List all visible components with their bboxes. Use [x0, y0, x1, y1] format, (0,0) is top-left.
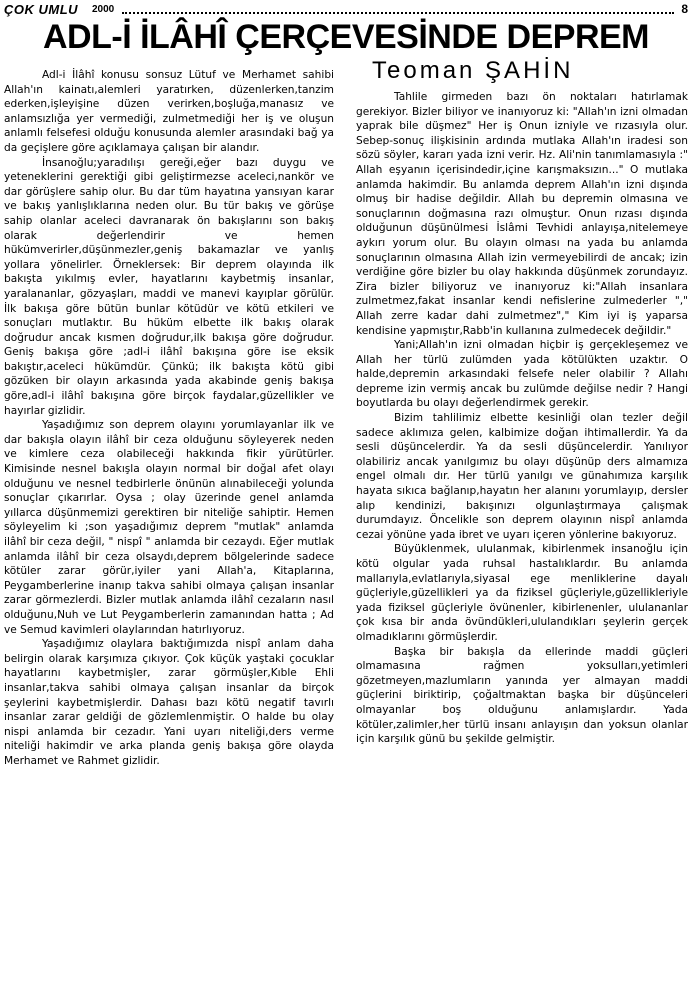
paragraph: Bizim tahlilimiz elbette kesinliği olan tezler değil sadece aklımıza gelen, kalbimize doğan ihtimallerdir. Ya da sesli düşüncelerdir. Ya da sesli düşüncelerdir. Yanılıyor olabiliriz ancak yanılgımız bu olayı düşünüp ders almamıza engel olmalı dır. Her türlü yanılgı ve günahımıza karşılık hayata sıkıca bağlanıp,hayatın her alanını yorumlayıp, dersler alıp kendinizi, bakışınızı olgunlaştırmaya çalışmak durumdayız. Öncelikle son deprem olayının nispî anlamda cezai yönüne yada ibret ve uyarı içeren yönlerine bakıyoruz.: [356, 412, 688, 541]
paragraph: Tahlile girmeden bazı ön noktaları hatırlamak gerekiyor. Bizler biliyor ve inanıyoruz ki: "Allah'ın izni olmadan yaprak bile düşmez" Her iş Onun izniyle ve rızasıyla olur. Sebep-sonuç ilişkisinin ardında mutlaka Allah'ın iradesi son sözü söyler, kararı yada izni verir. Hz. Ali'nin tanımlamasıyla :" Allah eşyanın içerisindedir,içine karışmaksızın..." O mutlaka anlamda hakimdir. Bu anlamda deprem Allah'ın izni dışında olmuş bir hadise değildir. Allah bu depremin olmasına ve sonuçlarının doğmasına razı olmuştur. Onun rızası dışında olduğunun düşünülmesi İslâmi Tevhidi anlayışa,nitelemeye aykırı yorum olur. Bu olayın olması na yada bu anlamda sonuçlarının olmasına Allah izin vermeyebilirdi de ancak; izin verdiğine göre bizler bu olay hakkında düşünmek zorundayız. Zira bizler biliyoruz ve inanıyoruz ki:"Allah insanlara zulmetmez,fakat insanlar kendi nefislerine zulmederler "," Allah zerre kadar dahi zulmetmez"," Kim iyi iş yaparsa kendisine yapmıştır,Rabb'in kullanına zulmedecek değildir.": [356, 91, 688, 337]
paragraph: Adl-i İlâhî konusu sonsuz Lütuf ve Merhamet sahibi Allah'ın kainatı,alemleri yaratırken, düzenlerken,tanzim ederken,işleyişine düzen verirken,boşluğa,manasız ve anlamsızlığa yer vermediği, zulmetmediği her iş ve oluşun anlamlı felsefesi olduğu konusunda alemler arasındaki bağ ya da geçişlere göre açıklamaya çalışan bir alandır.: [4, 69, 334, 154]
article-author: Teoman ŞAHİN: [372, 57, 574, 84]
header-dotted-rule: [122, 12, 674, 14]
left-column: [4, 68, 334, 1000]
paragraph: Yaşadığımız son deprem olayını yorumlayanlar ilk ve dar bakışla olayın ilâhî bir ceza olduğunu söyleyerek neden ve kimlere ceza olabileceği hakkında fikir yürütürler. Kimisinde nesnel bakışla olayın normal bir doğal afet olayı olduğunu ve nesnel tedbirlerle önünün alınabileceği yolunda sonuçlar çıkarırlar. Oysa ; olay üzerinde genel anlamda yıllarca düşünmemizi gerektiren bir niteliğe sahiptir. Hemen söyleyelim ki ;son yaşadığımız deprem "mutlak" anlamda ilâhî bir ceza değil, " nispî " anlamda bir cezaydı. Eğer mutlak anlamda ilâhî bir ceza olsaydı,deprem bölgelerinde sadece kötüler zarar görür,iyiler yani Allah'a, Kitaplarına, Peygamberlerine inanıp takva sahibi olmaya çalışan insanlar zarar görmezlerdi. Bizler mutlak anlamda ilâhî cezaların nasıl olduğunu,Nuh ve Lut Peygamberlerin zamanından hatta ; Ad ve Semud kavimleri olaylarından hatırlıyoruz.: [4, 419, 334, 636]
paragraph: Başka bir bakışla da ellerinde maddi güçleri olmamasına rağmen yoksulları,yetimleri gözetmeyen,mazlumların yanında yer almayan maddi güçlerini biriktirip, çoğaltmaktan başka bir düşünceleri olmayanlar boş olduğunu anlamışlardır. Yada kötüler,zalimler,her türlü insanı anlayışın dan yoksun olanlar için karşılık günü bu şekilde gelmiştir.: [356, 645, 688, 746]
paragraph: Yani;Allah'ın izni olmadan hiçbir iş gerçekleşemez ve Allah her türlü zulümden yada kötülükten uzaktır. O halde,depremin arkasındaki felsefe neler olabilir ? Allahı depreme izin vermiş ancak bu zulümde değilse nedir ? Hangi boyutlarda bu olayı değerlendirmek gerekir.: [356, 339, 688, 410]
masthead: ÇOK UMLU: [4, 2, 79, 17]
article-title: ADL-İ İLÂHÎ ÇERÇEVESİNDE DEPREM: [43, 18, 649, 56]
paragraph: Yaşadığımız olaylara baktığımızda nispî anlam daha belirgin olarak karşımıza çıkıyor. Çok küçük yaştaki çocuklar hayatlarını kaybetmişler, zarar görmüşler,Kıble Ehli insanlar,takva sahibi olmaya çalışan insanlar da birçok şeylerini kaybetmişlerdir. Dahası bazı kötü negatif tavırlı insanlar zarar geldiği de gözlemlenmiştir. O halde bu olay nispi anlamda bir cezadır. Yani uyarı niteliği,ders verme niteliği hakimdir ve arka planda geniş bakışa göre olayda Merhamet ve Rahmet gizlidir.: [4, 638, 334, 767]
paragraph: İnsanoğlu;yaradılışı gereği,eğer bazı duygu ve yeteneklerini gerektiği gibi geliştirmezse aceleci,nankör ve dar görüşlere sahip olur. Bu dar tüm hayatına yansıyan karar ve bakış yanlışlıklarına neden olur. Bu tür bakış ve görüşe sahip olanlar aceleci davranarak ön bakışlarını son bakış olarak değerlendirir ve hemen hükümverirler,düşünmezler,geniş bakamazlar ve yanlış yollara yönelirler. Örneklersek: Bir deprem olayında ilk bakışta yıkılmış evler, hayatlarını kaybetmiş insanlar, yaralananlar, gözyaşları, maddi ve manevi kayıplar görülür. İlk bakışa göre bütün bunlar kötüdür ve kötü etkileri ve sonuçları mutlaktır. Bu hüküm elbette ilk bakış olarak doğrudur ancak kısmen doğrudur,ilk bakışa göre doğrudur. Geniş bakışa göre ;adl-i ilâhî bakışına göre ise eksik bakıştır,aceleci hükümdür. Çünkü; ilk bakışta kötü gibi gözüken bir olayın arkasında yada akabinde geniş bakışa göre,adl-i ilâhî bakışına göre birçok faydalar,güzellikler ve hayırlar gizlidir.: [4, 156, 334, 417]
issue-year: 2000: [92, 4, 115, 15]
right-column: [356, 90, 688, 1000]
paragraph: Büyüklenmek, ululanmak, kibirlenmek insanoğlu için kötü olgular yada ruhsal hastalıklardır. Bu anlamda mallarıyla,evlatlarıyla,siyasal ege menliklerine dayalı güçleriyle,güzellikleri ya da fiziksel güçleriyle,güzellikleriyle yada fiziksel güçleriyle övünenler, kibirlenenler, ululananlar çok kısa bir anda övündükleri,ululandıkları şeylerin gerçek olmadıklarını görmüşlerdir.: [356, 543, 688, 643]
page-number: 8: [681, 2, 688, 16]
